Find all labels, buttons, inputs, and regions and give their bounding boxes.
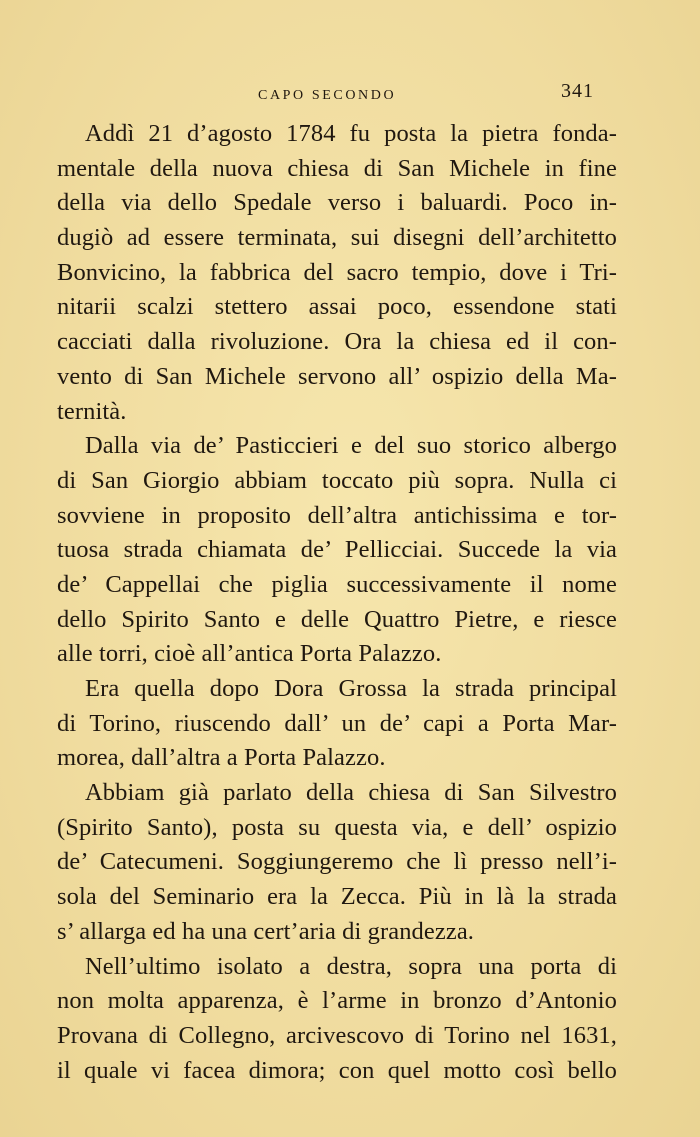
chapter-title: CAPO SECONDO (258, 88, 397, 103)
text-line: di Torino, riuscendo dall’ un de’ capi a Porta Mar- (57, 709, 617, 737)
text-line: Provana di Collegno, arcivescovo di Torino nel 1631, (57, 1021, 617, 1049)
text-line: Era quella dopo Dora Grossa la strada principal (85, 675, 617, 702)
text-line: s’ allarga ed ha una cert’aria di grandezza. (57, 917, 475, 945)
text-line: alle torri, cioè all’antica Porta Palazzo. (57, 640, 442, 668)
running-head (0, 80, 700, 110)
text-line: de’ Cappellai che piglia successivamente il nome (57, 570, 617, 598)
paragraph-3 (57, 672, 617, 776)
text-line: Abbiam già parlato della chiesa di San Silvestro (85, 779, 617, 807)
text-line: morea, dall’altra a Porta Palazzo. (57, 744, 386, 772)
text-line: Dalla via de’ Pasticcieri e del suo storico albergo (85, 432, 617, 460)
text-line: dugiò ad essere terminata, sui disegni dell’architetto (57, 224, 617, 252)
text-line: Addì 21 d’agosto 1784 fu posta la pietra fonda- (85, 120, 617, 147)
paragraph-2 (57, 429, 617, 672)
text-line: sola del Seminario era la Zecca. Più in là la strada (57, 883, 617, 911)
paragraph-5 (57, 950, 617, 1089)
page-number: 341 (561, 80, 594, 102)
text-line: Nell’ultimo isolato a destra, sopra una porta di (85, 952, 617, 980)
text-line: ternità. (57, 397, 127, 425)
text-line: il quale vi facea dimora; con quel motto così bello (57, 1056, 617, 1084)
text-line: mentale della nuova chiesa di San Michele in fine (57, 154, 617, 182)
text-line: de’ Catecumeni. Soggiungeremo che lì presso nell’i- (57, 848, 617, 876)
text-line: non molta apparenza, è l’arme in bronzo d’Antonio (57, 987, 617, 1015)
text-line: di San Giorgio abbiam toccato più sopra. Nulla ci (57, 466, 617, 494)
paragraph-1 (57, 117, 617, 429)
text-line: (Spirito Santo), posta su questa via, e dell’ ospizio (57, 813, 617, 841)
body-text (57, 117, 617, 1088)
text-line: dello Spirito Santo e delle Quattro Pietre, e riesce (57, 605, 617, 633)
text-line: tuosa strada chiamata de’ Pellicciai. Succede la via (57, 536, 617, 564)
paragraph-4 (57, 776, 617, 949)
text-line: sovviene in proposito dell’altra antichissima e tor- (57, 501, 617, 529)
text-line: nitarii scalzi stettero assai poco, essendone stati (57, 293, 617, 321)
text-line: cacciati dalla rivoluzione. Ora la chiesa ed il con- (57, 328, 617, 356)
text-line: della via dello Spedale verso i baluardi. Poco in- (57, 189, 617, 217)
text-line: vento di San Michele servono all’ ospizio della Ma- (57, 362, 617, 390)
text-line: Bonvicino, la fabbrica del sacro tempio, dove i Tri- (57, 258, 617, 286)
